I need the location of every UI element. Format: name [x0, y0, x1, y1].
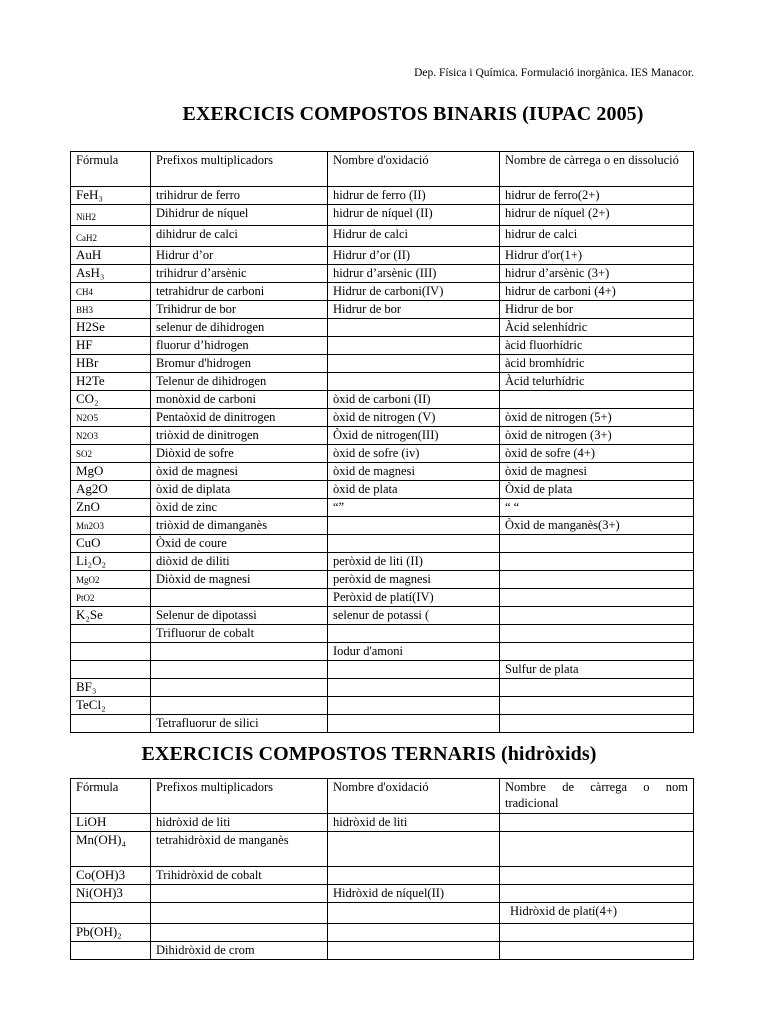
- header-oxidation-number: Nombre d'oxidació: [328, 779, 500, 814]
- formula-cell: H2Se: [71, 319, 151, 337]
- formula-cell: SO2: [71, 445, 151, 463]
- table-row: [71, 391, 694, 409]
- charge-name-cell: [500, 625, 694, 643]
- charge-name-cell: [500, 942, 694, 960]
- oxidation-name-cell: [328, 535, 500, 553]
- formula-cell: [71, 625, 151, 643]
- prefix-name-cell: selenur de dihidrogen: [151, 319, 328, 337]
- table-row: [71, 499, 694, 517]
- prefix-name-cell: Diòxid de magnesi: [151, 571, 328, 589]
- formula-cell: FeH₃: [71, 187, 151, 205]
- table-row: [71, 409, 694, 427]
- oxidation-name-cell: òxid de sofre (iv): [328, 445, 500, 463]
- table-row: [71, 942, 694, 960]
- formula-cell: Li₂O₂: [71, 553, 151, 571]
- formula-cell: [71, 715, 151, 733]
- charge-name-cell: òxid de sofre (4+): [500, 445, 694, 463]
- charge-name-cell: Hidrur de bor: [500, 301, 694, 319]
- table-row: [71, 643, 694, 661]
- charge-name-cell: [500, 535, 694, 553]
- prefix-name-cell: Pentaòxid de dinitrogen: [151, 409, 328, 427]
- prefix-name-cell: Trihidròxid de cobalt: [151, 867, 328, 885]
- prefix-name-cell: tetrahidròxid de manganès: [151, 832, 328, 867]
- prefix-name-cell: [151, 885, 328, 903]
- prefix-name-cell: tetrahidrur de carboni: [151, 283, 328, 301]
- formula-cell: [71, 643, 151, 661]
- prefix-name-cell: [151, 697, 328, 715]
- charge-name-cell: [500, 571, 694, 589]
- table-row: [71, 265, 694, 283]
- oxidation-name-cell: Peròxid de platí(IV): [328, 589, 500, 607]
- prefix-name-cell: trihidrur d’arsènic: [151, 265, 328, 283]
- charge-name-cell: [500, 589, 694, 607]
- table-row: [71, 247, 694, 265]
- oxidation-name-cell: Hidrur de calci: [328, 226, 500, 247]
- table-row: [71, 903, 694, 924]
- prefix-name-cell: Diòxid de sofre: [151, 445, 328, 463]
- table-header-row: [71, 152, 694, 187]
- oxidation-name-cell: “”: [328, 499, 500, 517]
- oxidation-name-cell: [328, 924, 500, 942]
- header-charge-number: Nombre de càrrega o en dissolució: [500, 152, 694, 187]
- prefix-name-cell: dihidrur de calci: [151, 226, 328, 247]
- charge-name-cell: Sulfur de plata: [500, 661, 694, 679]
- formula-cell: Mn2O3: [71, 517, 151, 535]
- formula-cell: N2O5: [71, 409, 151, 427]
- table-row: [71, 885, 694, 903]
- formula-cell: HF: [71, 337, 151, 355]
- prefix-name-cell: [151, 643, 328, 661]
- binary-compounds-table: [70, 151, 694, 733]
- oxidation-name-cell: [328, 867, 500, 885]
- oxidation-name-cell: òxid de carboni (II): [328, 391, 500, 409]
- prefix-name-cell: [151, 924, 328, 942]
- charge-name-cell: hidrur de carboni (4+): [500, 283, 694, 301]
- binary-section-title: EXERCICIS COMPOSTOS BINARIS (IUPAC 2005): [182, 103, 644, 125]
- charge-name-cell: àcid bromhídric: [500, 355, 694, 373]
- oxidation-name-cell: hidrur d’arsènic (III): [328, 265, 500, 283]
- oxidation-name-cell: [328, 355, 500, 373]
- prefix-name-cell: triòxid de dimanganès: [151, 517, 328, 535]
- oxidation-name-cell: hidrur de níquel (II): [328, 205, 500, 226]
- table-row: [71, 463, 694, 481]
- formula-cell: H2Te: [71, 373, 151, 391]
- oxidation-name-cell: peròxid de magnesi: [328, 571, 500, 589]
- table-row: [71, 445, 694, 463]
- charge-name-cell: Òxid de manganès(3+): [500, 517, 694, 535]
- prefix-name-cell: [151, 589, 328, 607]
- charge-name-cell: òxid de nitrogen (5+): [500, 409, 694, 427]
- table-row: [71, 814, 694, 832]
- formula-cell: PtO2: [71, 589, 151, 607]
- table-row: [71, 661, 694, 679]
- prefix-name-cell: òxid de magnesi: [151, 463, 328, 481]
- header-note: Dep. Física i Química. Formulació inorgànica. IES Manacor.: [414, 67, 694, 79]
- oxidation-name-cell: [328, 337, 500, 355]
- charge-name-cell: [500, 814, 694, 832]
- formula-cell: CO₂: [71, 391, 151, 409]
- prefix-name-cell: Tetrafluorur de silici: [151, 715, 328, 733]
- prefix-name-cell: Dihidròxid de crom: [151, 942, 328, 960]
- table-row: [71, 187, 694, 205]
- oxidation-name-cell: òxid de magnesi: [328, 463, 500, 481]
- table-row: [71, 301, 694, 319]
- oxidation-name-cell: Hidròxid de níquel(II): [328, 885, 500, 903]
- table-row: [71, 535, 694, 553]
- formula-cell: [71, 661, 151, 679]
- oxidation-name-cell: [328, 832, 500, 867]
- table-row: [71, 283, 694, 301]
- header-multiplying-prefixes: Prefixos multiplicadors: [151, 779, 328, 814]
- table-row: [71, 373, 694, 391]
- formula-cell: TeCl₂: [71, 697, 151, 715]
- prefix-name-cell: [151, 661, 328, 679]
- prefix-name-cell: fluorur d’hidrogen: [151, 337, 328, 355]
- oxidation-name-cell: [328, 903, 500, 924]
- charge-name-cell: òxid de magnesi: [500, 463, 694, 481]
- table-row: [71, 205, 694, 226]
- formula-cell: MgO: [71, 463, 151, 481]
- charge-name-cell: [500, 607, 694, 625]
- formula-cell: Ag2O: [71, 481, 151, 499]
- table-row: [71, 867, 694, 885]
- prefix-name-cell: [151, 903, 328, 924]
- table-row: [71, 679, 694, 697]
- table-row: [71, 226, 694, 247]
- charge-name-cell: [500, 391, 694, 409]
- charge-name-cell: [500, 867, 694, 885]
- formula-cell: HBr: [71, 355, 151, 373]
- formula-cell: NiH2: [71, 205, 151, 226]
- table-header-row: [71, 779, 694, 814]
- oxidation-name-cell: hidròxid de liti: [328, 814, 500, 832]
- prefix-name-cell: trihidrur de ferro: [151, 187, 328, 205]
- charge-name-cell: òxid de nitrogen (3+): [500, 427, 694, 445]
- formula-cell: N2O3: [71, 427, 151, 445]
- charge-name-cell: àcid fluorhídric: [500, 337, 694, 355]
- formula-cell: K₂Se: [71, 607, 151, 625]
- formula-cell: BF₃: [71, 679, 151, 697]
- formula-cell: Co(OH)3: [71, 867, 151, 885]
- table-row: [71, 715, 694, 733]
- formula-cell: [71, 903, 151, 924]
- formula-cell: LiOH: [71, 814, 151, 832]
- charge-name-cell: [500, 885, 694, 903]
- charge-name-cell: hidrur de ferro(2+): [500, 187, 694, 205]
- header-formula: Fórmula: [71, 779, 151, 814]
- oxidation-name-cell: hidrur de ferro (II): [328, 187, 500, 205]
- table-row: [71, 553, 694, 571]
- formula-cell: ZnO: [71, 499, 151, 517]
- oxidation-name-cell: [328, 625, 500, 643]
- oxidation-name-cell: òxid de nitrogen (V): [328, 409, 500, 427]
- oxidation-name-cell: Hidrur d’or (II): [328, 247, 500, 265]
- prefix-name-cell: Òxid de coure: [151, 535, 328, 553]
- oxidation-name-cell: [328, 319, 500, 337]
- prefix-name-cell: Selenur de dipotassi: [151, 607, 328, 625]
- charge-name-cell: Òxid de plata: [500, 481, 694, 499]
- oxidation-name-cell: [328, 679, 500, 697]
- oxidation-name-cell: Òxid de nitrogen(III): [328, 427, 500, 445]
- oxidation-name-cell: [328, 697, 500, 715]
- table-row: [71, 319, 694, 337]
- oxidation-name-cell: Iodur d'amoni: [328, 643, 500, 661]
- formula-cell: BH3: [71, 301, 151, 319]
- formula-cell: Ni(OH)3: [71, 885, 151, 903]
- charge-name-cell: [500, 924, 694, 942]
- prefix-name-cell: Hidrur d’or: [151, 247, 328, 265]
- charge-name-cell: hidrur de calci: [500, 226, 694, 247]
- charge-name-cell: Àcid selenhídric: [500, 319, 694, 337]
- prefix-name-cell: hidròxid de liti: [151, 814, 328, 832]
- header-charge-number: Nombre de càrrega o nom tradicional: [500, 779, 694, 814]
- prefix-name-cell: monòxid de carboni: [151, 391, 328, 409]
- charge-name-cell: [500, 679, 694, 697]
- oxidation-name-cell: òxid de plata: [328, 481, 500, 499]
- charge-name-cell: [500, 715, 694, 733]
- table-row: [71, 481, 694, 499]
- formula-cell: CuO: [71, 535, 151, 553]
- charge-name-cell: [500, 832, 694, 867]
- oxidation-name-cell: [328, 373, 500, 391]
- table-row: [71, 571, 694, 589]
- formula-cell: Pb(OH)₂: [71, 924, 151, 942]
- oxidation-name-cell: [328, 942, 500, 960]
- charge-name-cell: Hidròxid de platí(4+): [500, 903, 694, 924]
- table-row: [71, 697, 694, 715]
- header-oxidation-number: Nombre d'oxidació: [328, 152, 500, 187]
- formula-cell: AsH₃: [71, 265, 151, 283]
- charge-name-cell: Àcid telurhídric: [500, 373, 694, 391]
- oxidation-name-cell: Hidrur de bor: [328, 301, 500, 319]
- charge-name-cell: [500, 697, 694, 715]
- formula-cell: Mn(OH)₄: [71, 832, 151, 867]
- formula-cell: AuH: [71, 247, 151, 265]
- charge-name-cell: [500, 643, 694, 661]
- prefix-name-cell: Trifluorur de cobalt: [151, 625, 328, 643]
- prefix-name-cell: Bromur d'hidrogen: [151, 355, 328, 373]
- charge-name-cell: hidrur d’arsènic (3+): [500, 265, 694, 283]
- charge-name-cell: [500, 553, 694, 571]
- formula-cell: MgO2: [71, 571, 151, 589]
- formula-cell: CH4: [71, 283, 151, 301]
- formula-cell: [71, 942, 151, 960]
- ternary-section-title: EXERCICIS COMPOSTOS TERNARIS (hidròxids): [141, 743, 597, 765]
- oxidation-name-cell: selenur de potassi (: [328, 607, 500, 625]
- prefix-name-cell: triòxid de dinitrogen: [151, 427, 328, 445]
- prefix-name-cell: [151, 679, 328, 697]
- formula-cell: CaH2: [71, 226, 151, 247]
- oxidation-name-cell: peròxid de liti (II): [328, 553, 500, 571]
- table-row: [71, 625, 694, 643]
- table-row: [71, 337, 694, 355]
- charge-name-cell: Hidrur d'or(1+): [500, 247, 694, 265]
- oxidation-name-cell: [328, 661, 500, 679]
- table-row: [71, 589, 694, 607]
- table-row: [71, 832, 694, 867]
- prefix-name-cell: diòxid de diliti: [151, 553, 328, 571]
- oxidation-name-cell: [328, 715, 500, 733]
- prefix-name-cell: Dihidrur de níquel: [151, 205, 328, 226]
- table-row: [71, 607, 694, 625]
- table-row: [71, 517, 694, 535]
- header-formula: Fórmula: [71, 152, 151, 187]
- prefix-name-cell: Telenur de dihidrogen: [151, 373, 328, 391]
- header-multiplying-prefixes: Prefixos multiplicadors: [151, 152, 328, 187]
- table-row: [71, 924, 694, 942]
- ternary-compounds-table: [70, 778, 694, 960]
- charge-name-cell: “ “: [500, 499, 694, 517]
- prefix-name-cell: òxid de diplata: [151, 481, 328, 499]
- prefix-name-cell: òxid de zinc: [151, 499, 328, 517]
- table-row: [71, 427, 694, 445]
- oxidation-name-cell: [328, 517, 500, 535]
- charge-name-cell: hidrur de níquel (2+): [500, 205, 694, 226]
- table-row: [71, 355, 694, 373]
- oxidation-name-cell: Hidrur de carboni(IV): [328, 283, 500, 301]
- prefix-name-cell: Trihidrur de bor: [151, 301, 328, 319]
